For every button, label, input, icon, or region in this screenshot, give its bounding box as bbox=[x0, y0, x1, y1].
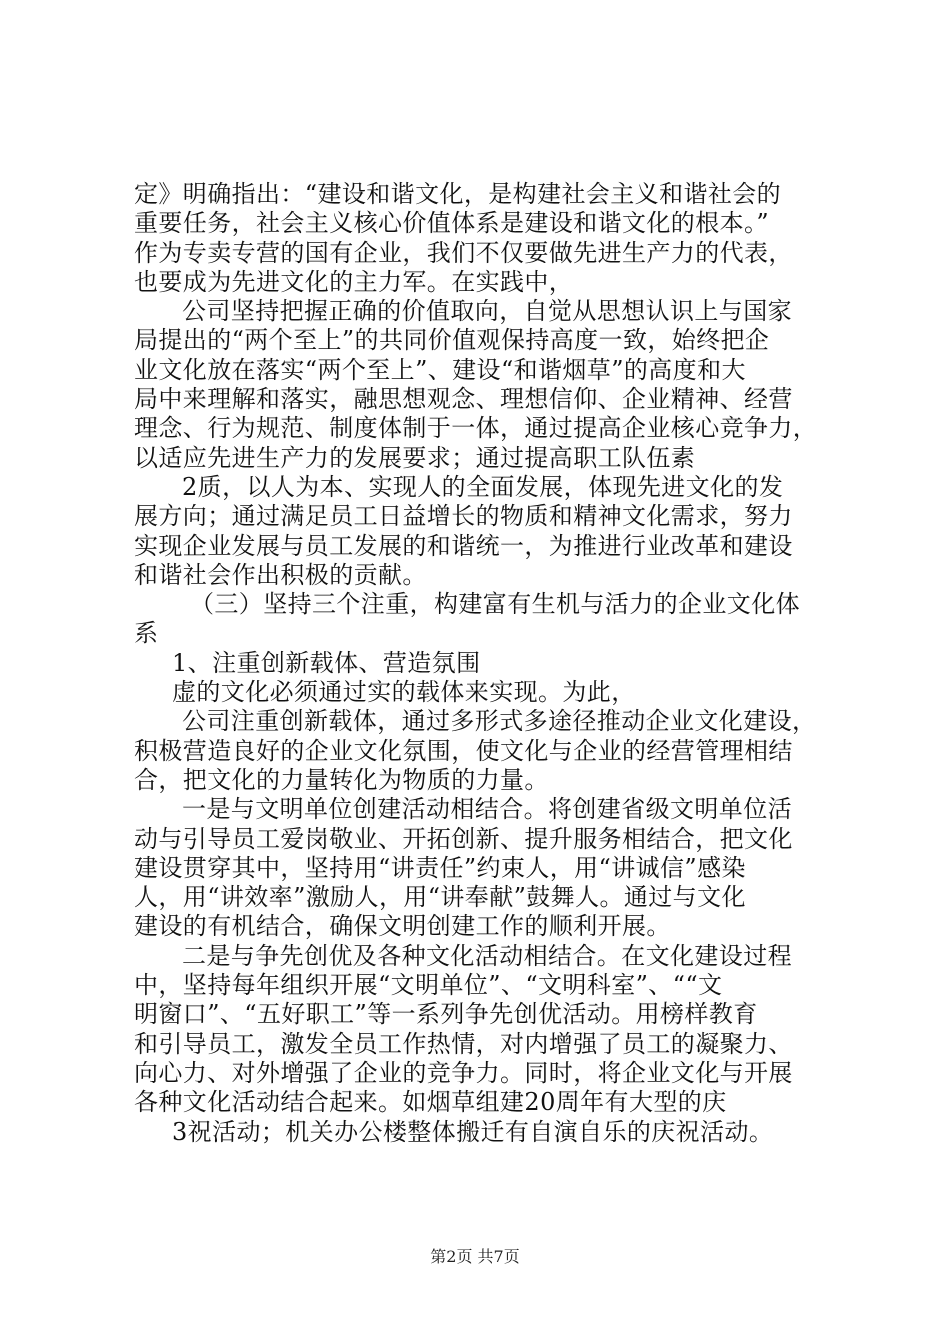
text-line: 重要任务，社会主义核心价值体系是建设和谐文化的根本。” bbox=[134, 209, 770, 238]
text-line: 局提出的“两个至上”的共同价值观保持高度一致，始终把企 bbox=[134, 326, 770, 355]
text-line: 人，用“讲效率”激励人，用“讲奉献”鼓舞人。通过与文化 bbox=[134, 883, 746, 912]
text-line: 明窗口”、“五好职工”等一系列争先创优活动。用榜样教育 bbox=[134, 1000, 758, 1029]
text-line: 作为专卖专营的国有企业，我们不仅要做先进生产力的代表， bbox=[134, 238, 793, 267]
text-line: 虚的文化必须通过实的载体来实现。为此， bbox=[172, 678, 636, 707]
text-line: 2质，以人为本、实现人的全面发展，体现先进文化的发 bbox=[182, 472, 784, 501]
text-line: 展方向；通过满足员工日益增长的物质和精神文化需求，努力 bbox=[134, 502, 793, 531]
section-heading: （三）坚持三个注重，构建富有生机与活力的企业文化体 bbox=[190, 590, 800, 619]
text-line: 定》明确指出：“建设和谐文化，是构建社会主义和谐社会的 bbox=[134, 180, 782, 208]
body-text bbox=[134, 180, 834, 1147]
text-line: 动与引导员工爱岗敬业、开拓创新、提升服务相结合，把文化 bbox=[134, 824, 793, 853]
page-footer: 第2页 共7页 bbox=[430, 1247, 520, 1266]
text-line: 积极营造良好的企业文化氛围，使文化与企业的经营管理相结 bbox=[134, 736, 793, 765]
text-line: 和谐社会作出积极的贡献。 bbox=[134, 560, 427, 589]
text-line: 中，坚持每年组织开展“文明单位”、“文明科室”、““文 bbox=[134, 971, 723, 1000]
text-line: 实现企业发展与员工发展的和谐统一，为推进行业改革和建设 bbox=[134, 531, 793, 560]
text-line: 一是与文明单位创建活动相结合。将创建省级文明单位活 bbox=[182, 795, 792, 824]
text-line: 也要成为先进文化的主力军。在实践中， bbox=[134, 267, 574, 296]
text-line: 系 bbox=[134, 619, 159, 648]
text-line: 公司坚持把握正确的价值取向，自觉从思想认识上与国家 bbox=[182, 297, 792, 326]
text-line: 向心力、对外增强了企业的竞争力。同时，将企业文化与开展 bbox=[134, 1058, 793, 1087]
text-line: 和引导员工，激发全员工作热情，对内增强了员工的凝聚力、 bbox=[134, 1029, 793, 1058]
text-line: 3祝活动；机关办公楼整体搬迁有自演自乐的庆祝活动。 bbox=[172, 1117, 774, 1146]
text-line: 二是与争先创优及各种文化活动相结合。在文化建设过程 bbox=[182, 941, 792, 970]
text-line: 局中来理解和落实，融思想观念、理想信仰、企业精神、经营 bbox=[134, 385, 793, 414]
text-line: 各种文化活动结合起来。如烟草组建20周年有大型的庆 bbox=[134, 1088, 727, 1117]
text-line: 公司注重创新载体，通过多形式多途径推动企业文化建设， bbox=[182, 707, 817, 736]
text-line: 建设的有机结合，确保文明创建工作的顺利开展。 bbox=[134, 912, 671, 941]
subsection-heading: 1、注重创新载体、营造氛围 bbox=[172, 648, 481, 677]
text-line: 以适应先进生产力的发展要求；通过提高职工队伍素 bbox=[134, 443, 696, 472]
text-line: 合，把文化的力量转化为物质的力量。 bbox=[134, 765, 549, 794]
text-line: 建设贯穿其中，坚持用“讲责任”约束人，用“讲诚信”感染 bbox=[134, 853, 746, 882]
text-line: 业文化放在落实“两个至上”、建设“和谐烟草”的高度和大 bbox=[134, 355, 746, 384]
text-line: 理念、行为规范、制度体制于一体，通过提高企业核心竞争力， bbox=[134, 414, 818, 443]
